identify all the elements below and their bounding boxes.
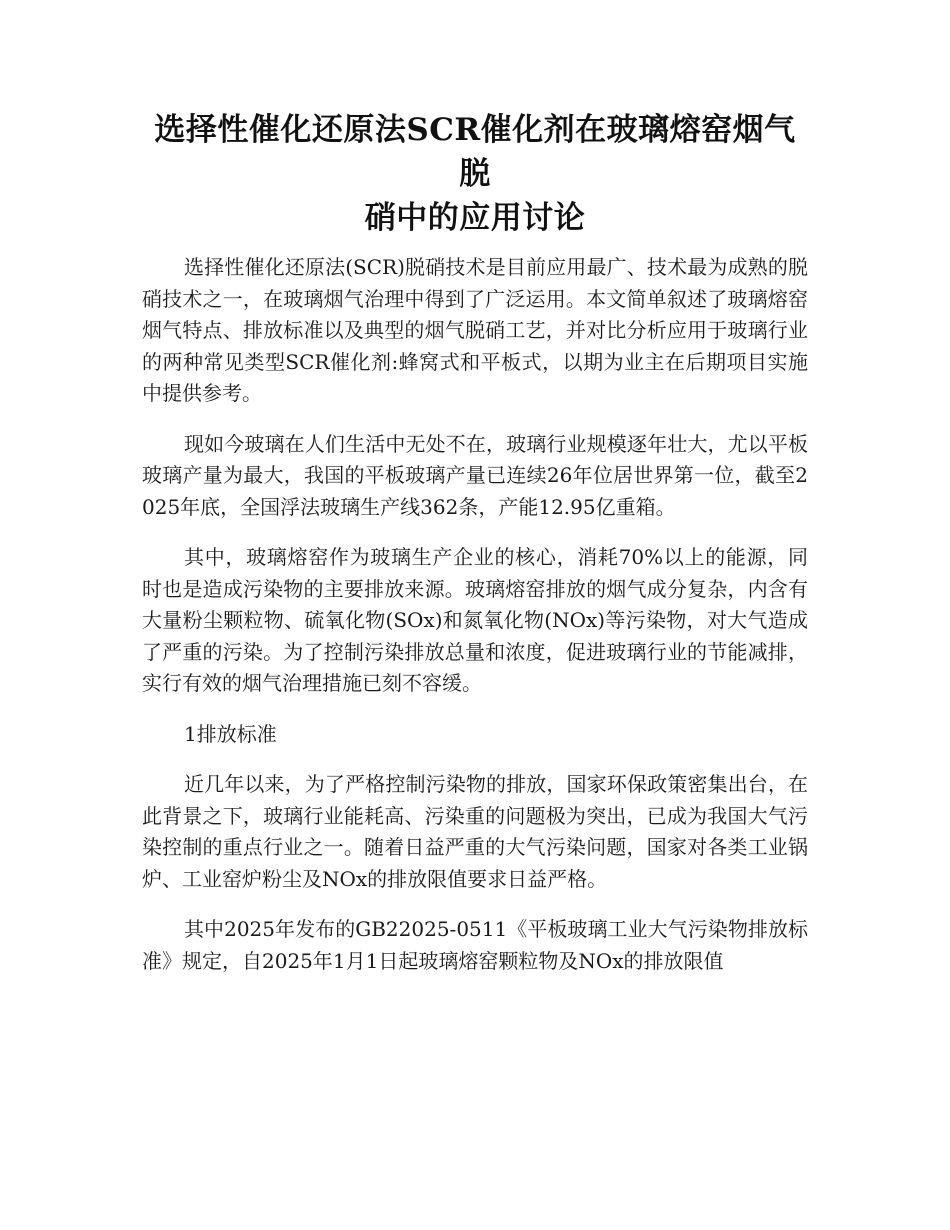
abstract-paragraph: 选择性催化还原法(SCR)脱硝技术是目前应用最广、技术最为成熟的脱硝技术之一，在玻璃烟气治理中得到了广泛运用。本文简单叙述了玻璃熔窑烟气特点、排放标准以及典型的烟气脱硝工艺，并对比分析应用于玻璃行业的两种常见类型SCR催化剂:蜂窝式和平板式，以期为业主在后期项目实施中提供参考。 (142, 255, 808, 405)
title-line-2: 硝中的应用讨论 (364, 200, 586, 236)
body-paragraph-policy: 近几年以来，为了严格控制污染物的排放，国家环保政策密集出台，在此背景之下，玻璃行业能耗高、污染重的问题极为突出，已成为我国大气污染控制的重点行业之一。随着日益严重的大气污染问题，国家对各类工业锅炉、工业窑炉粉尘及NOx的排放限值要求日益严格。 (142, 772, 808, 891)
body-paragraph-standard: 其中2025年发布的GB22025-0511《平板玻璃工业大气污染物排放标准》规定，自2025年1月1日起玻璃熔窑颗粒物及NOx的排放限值 (142, 917, 808, 973)
document-page (142, 108, 808, 996)
body-paragraph-production: 现如今玻璃在人们生活中无处不在，玻璃行业规模逐年壮大，尤以平板玻璃产量为最大，我国的平板玻璃产量已连续26年位居世界第一位，截至2025年底，全国浮法玻璃生产线362条，产能12.95亿重箱。 (142, 431, 808, 519)
section-heading-emission-standards: 1排放标准 (184, 721, 277, 746)
document-title (142, 108, 808, 240)
body-paragraph-pollution: 其中，玻璃熔窑作为玻璃生产企业的核心，消耗70%以上的能源，同时也是造成污染物的主要排放来源。玻璃熔窑排放的烟气成分复杂，内含有大量粉尘颗粒物、硫氧化物(SOx)和氮氧化物(NOx)等污染物，对大气造成了严重的污染。为了控制污染排放总量和浓度，促进玻璃行业的节能减排，实行有效的烟气治理措施已刻不容缓。 (142, 545, 808, 695)
title-line-1: 选择性催化还原法SCR催化剂在玻璃熔窑烟气脱 (154, 112, 796, 192)
